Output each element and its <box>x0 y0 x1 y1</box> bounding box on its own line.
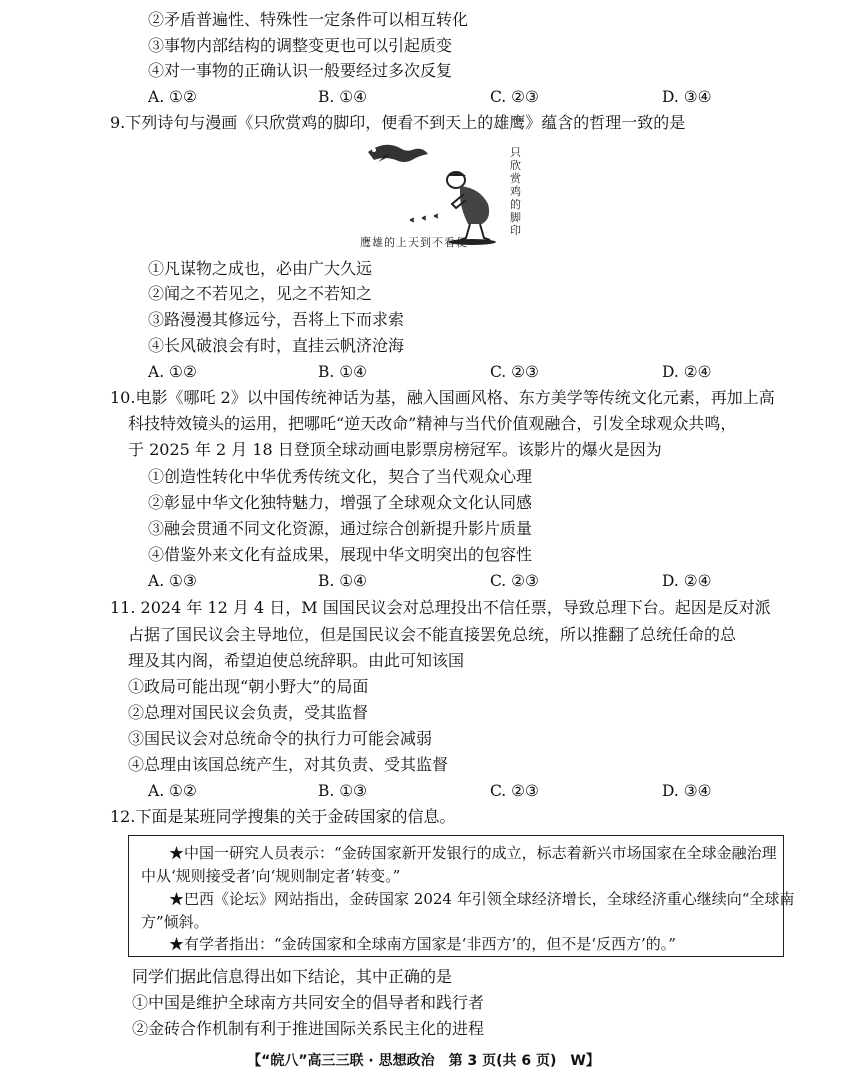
q8-option-a: A. ①② <box>148 88 197 106</box>
q10-stem-3: 于 2025 年 2 月 18 日登顶全球动画电影票房榜冠军。该影片的爆火是因为 <box>128 440 662 459</box>
q10-stem-2: 科技特效镜头的运用，把哪吒“逆天改命”精神与当代价值观融合，引发全球观众共鸣， <box>128 414 737 433</box>
q10-option-d: D. ②④ <box>662 572 712 590</box>
q8-option-b: B. ①④ <box>318 88 368 106</box>
q9-item-1: ①凡谋物之成也，必由广大久远 <box>148 259 373 278</box>
q11-item-1: ①政局可能出现“朝小野大”的局面 <box>128 677 369 696</box>
q9-item-4: ④长风破浪会有时，直挂云帆济沧海 <box>148 336 405 355</box>
q9-option-d: D. ②④ <box>662 363 712 381</box>
q10-item-3: ③融会贯通不同文化资源，通过综合创新提升影片质量 <box>148 519 533 538</box>
q11-item-2: ②总理对国民议会负责，受其监督 <box>128 703 369 722</box>
q9-stem: 9.下列诗句与漫画《只欣赏鸡的脚印，便看不到天上的雄鹰》蕴含的哲理一致的是 <box>110 113 686 132</box>
info-line-1: ★中国一研究人员表示：“金砖国家新开发银行的成立，标志着新兴市场国家在全球金融治理 <box>169 844 777 862</box>
cartoon-caption: 鹰雄的上天到不看便 <box>360 236 468 249</box>
q11-option-b: B. ①③ <box>318 782 368 800</box>
q8-item-3: ③事物内部结构的调整变更也可以引起质变 <box>148 36 453 55</box>
page-footer: 【“皖八”高三三联 · 思想政治 第 3 页(共 6 页) W】 <box>247 1053 600 1069</box>
q11-option-d: D. ③④ <box>662 782 712 800</box>
info-line-5: ★有学者指出：“金砖国家和全球南方国家是‘非西方’的，但不是‘反西方’的。” <box>169 935 676 953</box>
q11-option-c: C. ②③ <box>490 782 539 800</box>
info-line-4: 方”倾斜。 <box>141 913 209 931</box>
q10-option-c: C. ②③ <box>490 572 539 590</box>
q8-item-4: ④对一事物的正确认识一般要经过多次反复 <box>148 61 453 80</box>
q11-stem-1: 11. 2024 年 12 月 4 日，M 国国民议会对总理投出不信任票，导致总理下台。起因是反对派 <box>110 598 771 617</box>
cartoon-vertical-caption: 只欣赏鸡的脚印 <box>510 146 521 237</box>
q9-item-3: ③路漫漫其修远兮，吾将上下而求索 <box>148 310 405 329</box>
info-line-3: ★巴西《论坛》网站指出，金砖国家 2024 年引领全球经济增长，全球经济重心继续向“全球南 <box>169 890 795 908</box>
q12-item-2: ②金砖合作机制有利于推进国际关系民主化的进程 <box>132 1019 485 1038</box>
q9-option-c: C. ②③ <box>490 363 539 381</box>
info-box <box>128 835 795 957</box>
info-line-2: 中从‘规则接受者’向‘规则制定者’转变。” <box>141 867 401 885</box>
q8-option-c: C. ②③ <box>490 88 539 106</box>
q11-item-3: ③国民议会对总统命令的执行力可能会减弱 <box>128 729 433 748</box>
q10-item-4: ④借鉴外来文化有益成果，展现中华文明突出的包容性 <box>148 545 533 564</box>
q9-option-a: A. ①② <box>148 363 197 381</box>
q12-item-1: ①中国是维护全球南方共同安全的倡导者和践行者 <box>132 993 485 1012</box>
q10-item-2: ②彰显中华文化独特魅力，增强了全球观众文化认同感 <box>148 493 533 512</box>
q11-option-a: A. ①② <box>148 782 197 800</box>
q11-item-4: ④总理由该国总统产生，对其负责、受其监督 <box>128 755 449 774</box>
q10-option-a: A. ①③ <box>148 572 197 590</box>
q8-option-d: D. ③④ <box>662 88 712 106</box>
q10-option-b: B. ①④ <box>318 572 368 590</box>
q10-item-1: ①创造性转化中华优秀传统文化，契合了当代观众心理 <box>148 467 533 486</box>
q11-stem-2: 占据了国民议会主导地位，但是国民议会不能直接罢免总统，所以推翻了总统任命的总 <box>128 625 737 644</box>
q9-item-2: ②闻之不若见之，见之不若知之 <box>148 284 373 303</box>
q12-stem: 12.下面是某班同学搜集的关于金砖国家的信息。 <box>110 807 456 826</box>
q10-stem-1: 10.电影《哪吒 2》以中国传统神话为基，融入国画风格、东方美学等传统文化元素，再加上高 <box>110 388 775 407</box>
q8-item-2: ②矛盾普遍性、特殊性一定条件可以相互转化 <box>148 10 469 29</box>
q12-after: 同学们据此信息得出如下结论，其中正确的是 <box>132 967 453 986</box>
q11-stem-3: 理及其内阁，希望迫使总统辞职。由此可知该国 <box>128 651 465 670</box>
q9-option-b: B. ①④ <box>318 363 368 381</box>
